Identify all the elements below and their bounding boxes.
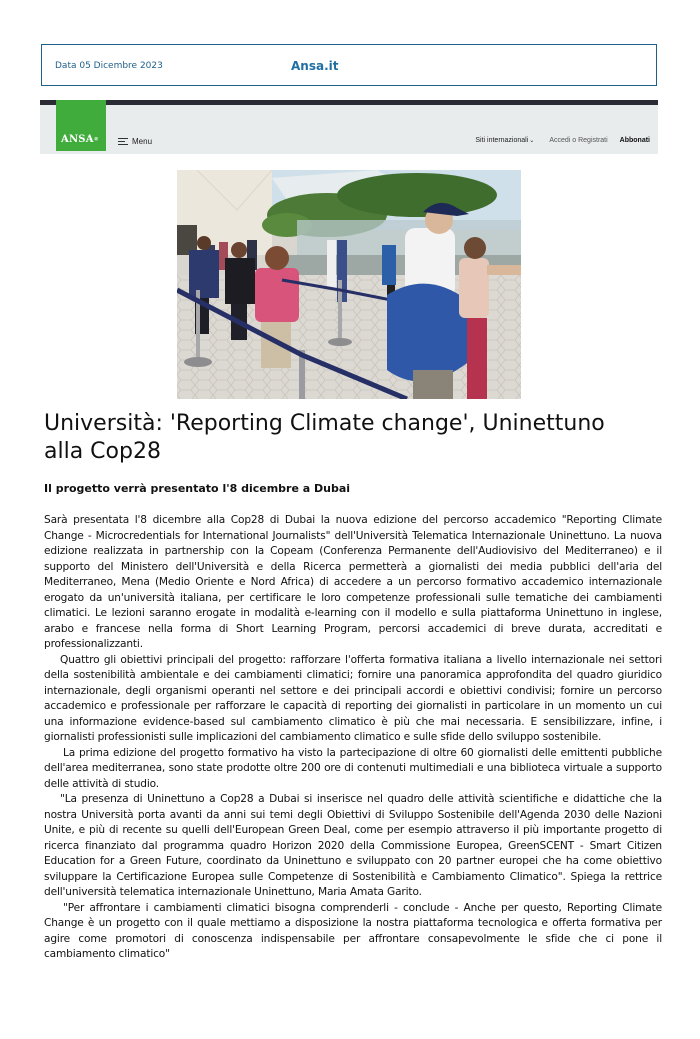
ansa-logo[interactable] (56, 100, 106, 151)
header-nav (475, 137, 650, 144)
hamburger-icon (118, 138, 128, 145)
international-sites-label: Siti internazionali (475, 137, 529, 144)
menu-button[interactable] (118, 137, 152, 146)
article-paragraph: "La presenza di Uninettuno a Cop28 a Dubai si inserisce nel quadro delle attività scientifiche e didattiche che la nostra Università porta avanti da anni sui temi degli Obiettivi di Sviluppo Sostenibile dell'Agenda 2030 delle Nazioni Unite, e più di recente su quelli dell'European Green Deal, come per esempio attraverso il più importante progetto di ricerca finanziato dal programma quadro Horizon 2020 della Commissione Europea, GreenSCENT - Smart Citizen Education for a Green Future, coordinato da Uninettuno e sviluppato con 20 partner europei che ha come obiettivo sviluppare la Certificazione Europea sulle Competenze di Sostenibilità e Cambiamento Climatico". Spiega la rettrice dell'università telematica internazionale Uninettuno, Maria Amata Garito. (44, 793, 662, 898)
logo-text: ANSA® (61, 134, 99, 145)
article-paragraph: "Per affrontare i cambiamenti climatici bisogna comprenderli - conclude - Anche per questo, Reporting Climate Change è un progetto con il quale mettiamo a disposizione la nostra piattaforma tecnologica e offerta formativa per agire come promotori di conoscenza indispensabile per affrontare consapevolmente le sfide che ci pone il cambiamento climatico" (44, 901, 662, 960)
header-top-bar (40, 100, 658, 105)
international-sites-dropdown[interactable] (475, 137, 534, 144)
article-paragraph: Quattro gli obiettivi principali del progetto: rafforzare l'offerta formativa italiana a livello internazionale nei settori della sostenibilità ambientale e dei cambiamenti climatici; fornire una panoramica approfondita del quadro giuridico internazionale, degli organismi operanti nel settore e dei principali accordi e obiettivi condivisi; fornire un percorso accademico e professionale per rafforzare le capacità di reporting dei giornalisti in particolare in un momento un cui una informazione evidence-based sul cambiamento climatico è più che mai necessaria. E sensibilizzare, infine, i giornalisti professionisti sulle implicazioni del cambiamento climatico e sulle sfide dello sviluppo sostenibile. (44, 653, 662, 743)
article-paragraph: La prima edizione del progetto formativo ha visto la partecipazione di oltre 60 giornalisti delle emittenti pubbliche dell'area mediterranea, sono state prodotte oltre 200 ore di contenuti multimediali e una biblioteca virtuale a supporto delle attività di studio. (44, 746, 662, 790)
chevron-down-icon: ⌄ (529, 138, 535, 144)
login-register-link[interactable]: Accedi o Registrati (549, 137, 608, 144)
article-subtitle: Il progetto verrà presentato l'8 dicembre a Dubai (44, 482, 351, 495)
publication-name: Ansa.it (291, 59, 339, 73)
article-photo (177, 170, 521, 399)
article-body (44, 513, 662, 963)
site-header (40, 100, 658, 154)
article-headline: Università: 'Reporting Climate change', Uninettuno alla Cop28 (44, 411, 605, 464)
publication-date: Data 05 Dicembre 2023 (55, 61, 163, 71)
subscribe-link[interactable]: Abbonati (619, 137, 650, 144)
source-info-box (41, 44, 657, 86)
article-paragraph: Sarà presentata l'8 dicembre alla Cop28 di Dubai la nuova edizione del percorso accademico "Reporting Climate Change - Microcredentials for International Journalists" dell'Università Telematica Internazionale Uninettuno. La nuova edizione realizzata in partnership con la Copeam (Conferenza Permanente dell'Audiovisivo del Mediterraneo) e il supporto del Ministero dell'Università e della Ricerca permetterà a giornalisti dei media pubblici dell'aria del Mediterraneo, Mena (Medio Oriente e Nord Africa) di accedere a un percorso formativo accademico internazionale erogato da un'università italiana, per certificare le loro competenze professionali sulle tematiche dei cambiamenti climatici. Le lezioni saranno erogate in modalità e-learning con il modello e sulla piattaforma Uninettuno in inglese, arabo e francese nella forma di Short Learning Program, percorsi accademici di breve durata, accreditati e professionalizzanti. (44, 514, 662, 650)
menu-label: Menu (132, 137, 153, 146)
